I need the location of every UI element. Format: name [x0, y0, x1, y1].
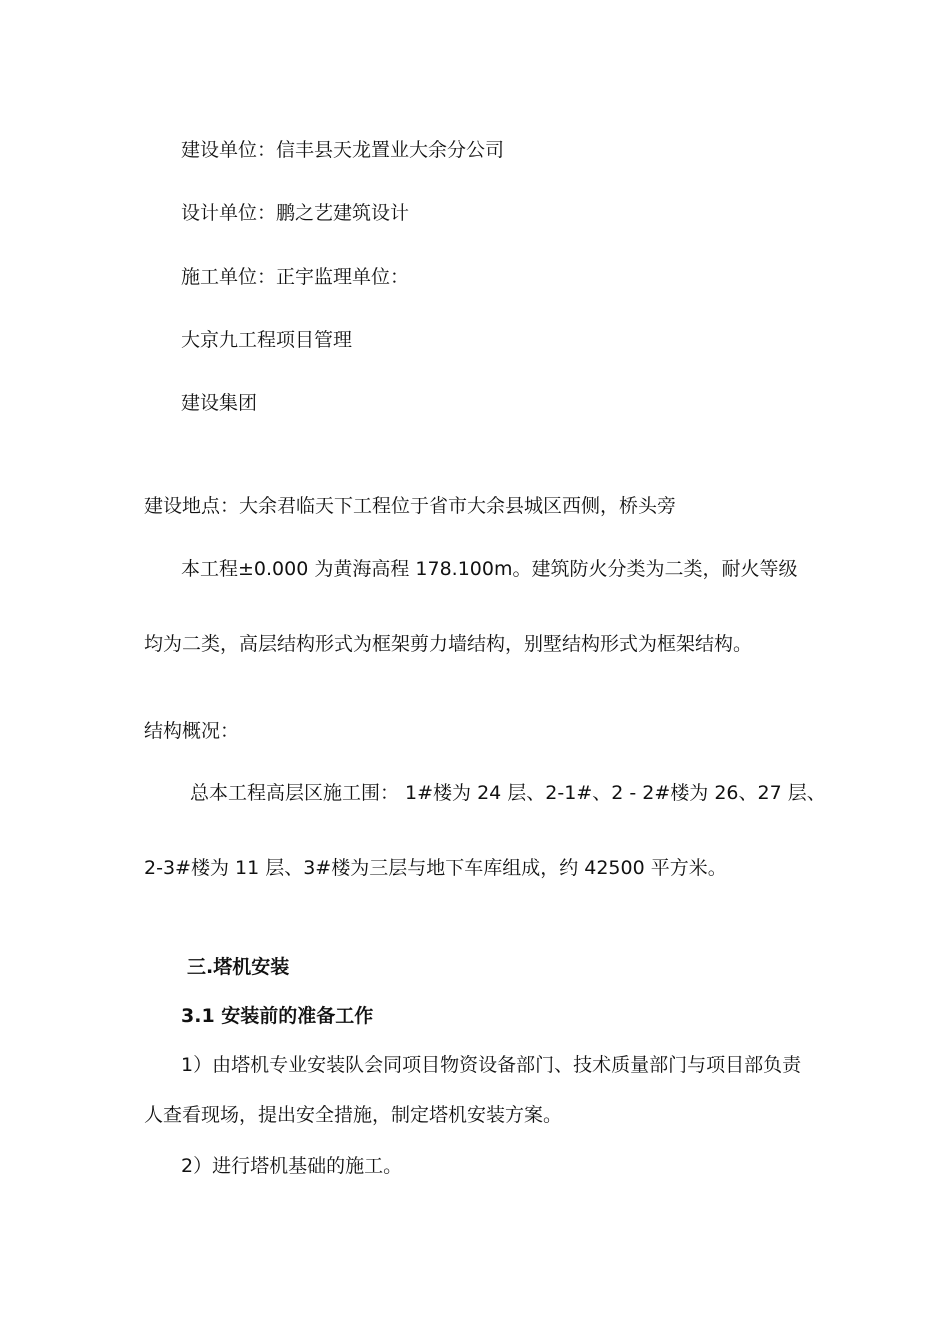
item-1-line-1: 1）由塔机专业安装队会同项目物资设备部门、技术质量部门与项目部负责: [181, 1054, 802, 1076]
designer-line: 设计单位：鹏之艺建筑设计: [181, 202, 410, 224]
structure-line-2: 2-3#楼为 11 层、3#楼为三层与地下车库组成，约 42500 平方米。: [144, 857, 727, 879]
structure-line-1: 总本工程高层区施工围： 1#楼为 24 层、2-1#、2 - 2#楼为 26、27 层、: [190, 782, 826, 804]
builder-line: 建设单位：信丰县天龙置业大余分公司: [181, 139, 505, 161]
structure-heading: 结构概况：: [144, 720, 240, 742]
supervisor-line-2: 建设集团: [181, 392, 258, 414]
location-line: 建设地点：大余君临天下工程位于省市大余县城区西侧，桥头旁: [144, 495, 677, 517]
item-2-line: 2）进行塔机基础的施工。: [181, 1155, 403, 1177]
section-title: 三.塔机安装: [187, 956, 290, 978]
elevation-line-1: 本工程±0.000 为黄海高程 178.100m。建筑防火分类为二类，耐火等级: [181, 558, 798, 580]
item-1-line-2: 人查看现场，提出安全措施，制定塔机安装方案。: [144, 1104, 563, 1126]
elevation-line-2: 均为二类，高层结构形式为框架剪力墙结构，别墅结构形式为框架结构。: [144, 633, 753, 655]
section-subtitle: 3.1 安装前的准备工作: [181, 1005, 374, 1027]
constructor-line: 施工单位：正宇监理单位：: [181, 266, 410, 288]
supervisor-line-1: 大京九工程项目管理: [181, 329, 353, 351]
